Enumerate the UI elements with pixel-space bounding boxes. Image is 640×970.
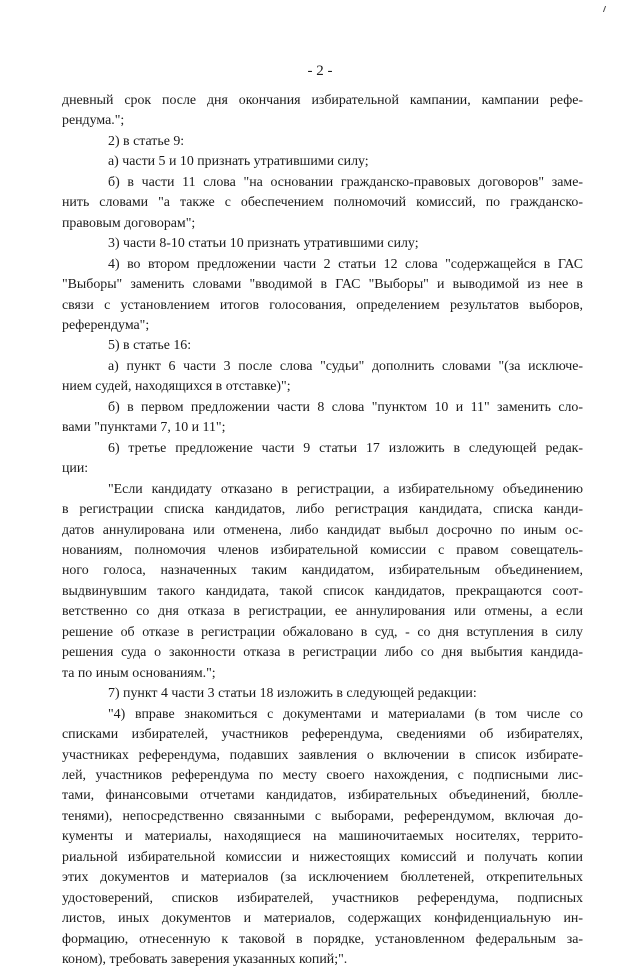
text-line: 2) в статье 9: (108, 133, 185, 149)
text-line: ветственно со дня отказа в регистрации, ее аннулирования или отмены, а если (62, 604, 583, 620)
text-line: в регистрации списка кандидатов, либо регистрация кандидата, списка канди- (62, 502, 583, 518)
text-line: тами, финансовыми отчетами кандидатов, избирательных объединений, бюлле- (62, 788, 583, 804)
corner-mark (603, 6, 610, 12)
text-line: лей, участников референдума по месту своего нахождения, с подписными лис- (62, 767, 583, 783)
text-line: риальной избирательной комиссии и нижестоящих комиссий и получать копии (62, 849, 583, 865)
text-line: ного голоса, назначенных таким кандидатом, избирательным объединением, (62, 563, 583, 579)
text-line: нием судей, находящихся в отставке)"; (62, 379, 291, 395)
text-line: нить словами "а также с обеспечением полномочий комиссий, по гражданско- (62, 195, 583, 211)
text-line: а) пункт 6 части 3 после слова "судьи" дополнить словами "(за исключе- (108, 358, 583, 374)
text-line: выдвинувшим такого кандидата, такой список кандидатов, прекращаются соот- (62, 583, 583, 599)
text-line: "Если кандидату отказано в регистрации, а избирательному объединению (108, 481, 583, 497)
text-line: кументы и материалы, находящиеся на машиночитаемых носителях, террито- (62, 829, 583, 845)
text-line: "4) вправе знакомиться с документами и материалами (в том числе со (108, 706, 583, 722)
text-line: датов аннулирована или отменена, либо кандидат выбыл досрочно по иным ос- (62, 522, 583, 538)
text-line: 5) в статье 16: (108, 338, 192, 354)
text-line: удостоверений, списков избирателей, участников референдума, подписных (62, 890, 583, 906)
text-line: б) в первом предложении части 8 слова "пунктом 10 и 11" заменить сло- (108, 399, 583, 415)
text-line: решение об отказе в регистрации обжаловано в суд, - со дня вступления в силу (62, 624, 583, 640)
text-line: та по иным основаниям."; (62, 665, 216, 681)
text-line: решения суда о законности отказа в регистрации либо со дня выбытия кандида- (62, 645, 583, 661)
text-line: "Выборы" заменить словами "вводимой в ГАС "Выборы" и выводимой из нее в (62, 277, 583, 293)
text-line: коном), требовать заверения указанных копий;". (62, 952, 348, 968)
text-line: дневный срок после дня окончания избирательной кампании, кампании рефе- (62, 93, 583, 108)
text-line: рендума."; (62, 113, 125, 129)
text-line: вами "пунктами 7, 10 и 11"; (62, 420, 226, 436)
text-line: участниках референдума, подавших заявления о включении в список избирате- (62, 747, 583, 763)
text-line: а) части 5 и 10 признать утратившими силу; (108, 154, 369, 170)
text-line: этих документов и материалов (за исключением бюллетеней, открепительных (62, 870, 583, 886)
page-number: - 2 - (307, 63, 333, 79)
text-line: референдума"; (62, 317, 150, 333)
text-line: листов, иных документов и материалов, содержащих конфиденциальную ин- (62, 911, 583, 927)
text-line: нованиям, полномочия членов избирательной комиссии с правом совещатель- (62, 542, 583, 558)
text-line: правовым договорам"; (62, 215, 196, 231)
text-line: тенями), непосредственно связанными с выборами, референдумом, включая до- (62, 808, 583, 824)
text-line: связи с установлением итогов голосования, определением результатов выборов, (62, 297, 583, 313)
text-line: списками избирателей, участников референдума, сведениями об избирателях, (62, 727, 583, 743)
text-line: 7) пункт 4 части 3 статьи 18 изложить в следующей редакции: (108, 686, 477, 702)
text-line: формацию, отнесенную к таковой в порядке, установленном федеральным за- (62, 931, 583, 947)
text-line: ции: (62, 461, 89, 477)
text-line: 4) во втором предложении части 2 статьи 12 слова "содержащейся в ГАС (108, 256, 583, 272)
text-line: 3) части 8-10 статьи 10 признать утратившими силу; (108, 236, 419, 252)
document-body (62, 91, 583, 970)
text-line: б) в части 11 слова "на основании гражданско-правовых договоров" заме- (108, 174, 583, 190)
text-line: 6) третье предложение части 9 статьи 17 изложить в следующей редак- (108, 440, 583, 456)
